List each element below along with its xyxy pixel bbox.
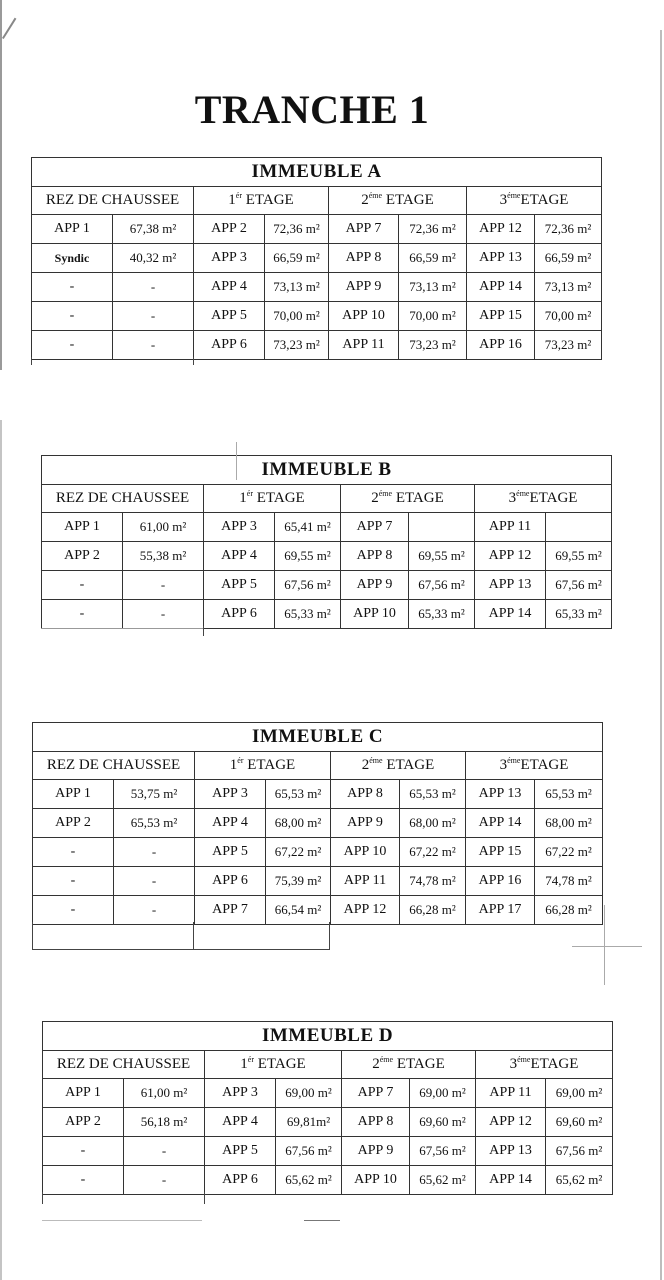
- apartment-cell: APP 4: [194, 273, 265, 302]
- apartment-cell: APP 11: [475, 513, 546, 542]
- table-stub: [31, 357, 32, 365]
- apartment-cell: APP 1: [42, 513, 123, 542]
- area-cell: -: [113, 331, 194, 360]
- table-stub: [32, 922, 33, 950]
- floor-3-header: $3^{éme}ETAGE$: [467, 187, 602, 215]
- area-cell: 69,55 m²: [546, 542, 612, 571]
- area-cell: -: [124, 1166, 205, 1195]
- area-cell: 68,00 m²: [535, 809, 603, 838]
- table-row: [33, 867, 603, 896]
- area-cell: 73,23 m²: [399, 331, 467, 360]
- table-stub: [304, 1220, 340, 1221]
- area-cell: 69,55 m²: [409, 542, 475, 571]
- apartment-cell: APP 3: [194, 244, 265, 273]
- apartment-cell: APP 3: [204, 513, 275, 542]
- page-edge-left-lower: [0, 420, 2, 1280]
- area-cell: 69,00 m²: [410, 1079, 476, 1108]
- apartment-cell: APP 2: [42, 542, 123, 571]
- building-name: IMMEUBLE C: [33, 723, 603, 752]
- page-edge-left: [0, 0, 2, 370]
- building-name: IMMEUBLE A: [32, 158, 602, 187]
- apartment-cell: APP 15: [466, 838, 535, 867]
- area-cell: 65,62 m²: [276, 1166, 342, 1195]
- apartment-cell: APP 15: [467, 302, 535, 331]
- floor-header-row: [33, 752, 603, 780]
- area-cell: 72,36 m²: [535, 215, 602, 244]
- area-cell: 69,00 m²: [276, 1079, 342, 1108]
- apartment-cell: -: [33, 896, 114, 925]
- apartment-cell: APP 6: [205, 1166, 276, 1195]
- area-cell: 70,00 m²: [265, 302, 329, 331]
- area-cell: 65,33 m²: [546, 600, 612, 629]
- apartment-cell: APP 9: [342, 1137, 410, 1166]
- floor-1-header: $1^{ér}$ ETAGE: [204, 485, 341, 513]
- table-stub: [42, 1220, 202, 1221]
- floor-2-header: $2^{éme}$ ETAGE: [342, 1051, 476, 1079]
- area-cell: [546, 513, 612, 542]
- area-cell: [409, 513, 475, 542]
- apartment-cell: APP 1: [43, 1079, 124, 1108]
- area-cell: 68,00 m²: [266, 809, 331, 838]
- table-stub: [193, 922, 194, 950]
- floor-3-header: $3^{éme}ETAGE$: [475, 485, 612, 513]
- ground-floor-header: REZ DE CHAUSSEE: [33, 752, 195, 780]
- area-cell: 66,59 m²: [399, 244, 467, 273]
- table-row: [32, 302, 602, 331]
- area-cell: 67,22 m²: [266, 838, 331, 867]
- apartment-cell: -: [32, 331, 113, 360]
- apartment-cell: APP 5: [194, 302, 265, 331]
- area-cell: 65,62 m²: [546, 1166, 613, 1195]
- area-cell: -: [124, 1137, 205, 1166]
- apartment-cell: APP 5: [205, 1137, 276, 1166]
- area-cell: 65,53 m²: [535, 780, 603, 809]
- floor-1-header: $1^{ér}$ ETAGE: [195, 752, 331, 780]
- area-cell: 61,00 m²: [124, 1079, 205, 1108]
- apartment-cell: APP 14: [475, 600, 546, 629]
- table-row: [43, 1137, 613, 1166]
- apartment-cell: APP 9: [329, 273, 399, 302]
- table-row: [43, 1166, 613, 1195]
- area-cell: 67,56 m²: [276, 1137, 342, 1166]
- area-cell: 55,38 m²: [123, 542, 204, 571]
- floor-header-row: [42, 485, 612, 513]
- area-cell: 70,00 m²: [535, 302, 602, 331]
- apartment-cell: APP 10: [342, 1166, 410, 1195]
- apartment-cell: APP 6: [194, 331, 265, 360]
- area-cell: 67,56 m²: [275, 571, 341, 600]
- apartment-cell: -: [43, 1166, 124, 1195]
- area-cell: 72,36 m²: [265, 215, 329, 244]
- area-cell: 73,13 m²: [265, 273, 329, 302]
- scan-mark: [236, 442, 237, 480]
- table-row: [32, 331, 602, 360]
- apartment-cell: APP 7: [341, 513, 409, 542]
- area-cell: -: [123, 571, 204, 600]
- floor-3-header: $3^{éme}ETAGE$: [466, 752, 603, 780]
- apartment-cell: APP 4: [205, 1108, 276, 1137]
- apartment-cell: APP 5: [195, 838, 266, 867]
- table-stub: [203, 626, 204, 636]
- area-cell: 65,53 m²: [400, 780, 466, 809]
- floor-1-header: $1^{ér}$ ETAGE: [194, 187, 329, 215]
- area-cell: 68,00 m²: [400, 809, 466, 838]
- apartment-cell: APP 13: [466, 780, 535, 809]
- table-row: [33, 896, 603, 925]
- apartment-cell: APP 11: [329, 331, 399, 360]
- ground-floor-header: REZ DE CHAUSSEE: [42, 485, 204, 513]
- area-cell: -: [114, 896, 195, 925]
- apartment-cell: -: [42, 600, 123, 629]
- area-cell: 65,33 m²: [275, 600, 341, 629]
- area-cell: 69,81m²: [276, 1108, 342, 1137]
- area-cell: -: [114, 838, 195, 867]
- apartment-cell: APP 16: [466, 867, 535, 896]
- apartment-cell: APP 4: [195, 809, 266, 838]
- apartment-cell: APP 5: [204, 571, 275, 600]
- apartment-cell: APP 9: [341, 571, 409, 600]
- apartment-cell: APP 8: [329, 244, 399, 273]
- apartment-cell: Syndic: [32, 244, 113, 273]
- area-cell: 75,39 m²: [266, 867, 331, 896]
- apartment-cell: APP 17: [466, 896, 535, 925]
- apartment-cell: -: [32, 302, 113, 331]
- apartment-cell: -: [42, 571, 123, 600]
- building-d-table: [42, 1021, 612, 1195]
- area-cell: 66,59 m²: [535, 244, 602, 273]
- area-cell: 65,41 m²: [275, 513, 341, 542]
- area-cell: 67,56 m²: [546, 1137, 613, 1166]
- area-cell: 74,78 m²: [535, 867, 603, 896]
- table-row: [42, 571, 612, 600]
- apartment-cell: APP 6: [195, 867, 266, 896]
- area-cell: 67,22 m²: [400, 838, 466, 867]
- apartment-cell: APP 7: [329, 215, 399, 244]
- apartment-cell: -: [33, 838, 114, 867]
- table-row: [33, 809, 603, 838]
- apartment-cell: APP 8: [342, 1108, 410, 1137]
- area-cell: 61,00 m²: [123, 513, 204, 542]
- area-cell: 69,60 m²: [546, 1108, 613, 1137]
- apartment-cell: APP 12: [475, 542, 546, 571]
- apartment-cell: APP 10: [331, 838, 400, 867]
- area-cell: 74,78 m²: [400, 867, 466, 896]
- area-cell: 73,23 m²: [265, 331, 329, 360]
- area-cell: 67,56 m²: [409, 571, 475, 600]
- page-title: TRANCHE 1: [194, 87, 430, 132]
- table-row: [33, 838, 603, 867]
- area-cell: 69,55 m²: [275, 542, 341, 571]
- apartment-cell: APP 2: [43, 1108, 124, 1137]
- area-cell: 70,00 m²: [399, 302, 467, 331]
- page-corner-mark: [2, 18, 16, 39]
- apartment-cell: APP 1: [33, 780, 114, 809]
- table-row: [43, 1079, 613, 1108]
- area-cell: 66,28 m²: [535, 896, 603, 925]
- area-cell: 65,53 m²: [266, 780, 331, 809]
- area-cell: -: [113, 273, 194, 302]
- apartment-cell: APP 12: [476, 1108, 546, 1137]
- building-b-table: [41, 455, 611, 629]
- area-cell: 67,22 m²: [535, 838, 603, 867]
- apartment-cell: APP 4: [204, 542, 275, 571]
- apartment-cell: APP 7: [342, 1079, 410, 1108]
- table-row: [33, 780, 603, 809]
- area-cell: 66,28 m²: [400, 896, 466, 925]
- area-cell: 65,33 m²: [409, 600, 475, 629]
- area-cell: 73,13 m²: [535, 273, 602, 302]
- floor-header-row: [43, 1051, 613, 1079]
- table-stub: [204, 1192, 205, 1204]
- floor-2-header: $2^{éme}$ ETAGE: [331, 752, 466, 780]
- table-stub: [32, 949, 330, 950]
- apartment-cell: APP 14: [476, 1166, 546, 1195]
- area-cell: 67,56 m²: [410, 1137, 476, 1166]
- apartment-cell: APP 9: [331, 809, 400, 838]
- area-cell: 40,32 m²: [113, 244, 194, 273]
- apartment-cell: APP 10: [329, 302, 399, 331]
- building-c-table: [32, 722, 602, 925]
- floor-2-header: $2^{éme}$ ETAGE: [329, 187, 467, 215]
- apartment-cell: APP 8: [341, 542, 409, 571]
- apartment-cell: APP 6: [204, 600, 275, 629]
- building-name: IMMEUBLE B: [42, 456, 612, 485]
- apartment-cell: APP 10: [341, 600, 409, 629]
- table-stub: [193, 357, 194, 365]
- apartment-cell: APP 12: [467, 215, 535, 244]
- apartment-cell: APP 2: [33, 809, 114, 838]
- floor-header-row: [32, 187, 602, 215]
- table-stub: [41, 628, 203, 629]
- area-cell: -: [113, 302, 194, 331]
- apartment-cell: APP 3: [195, 780, 266, 809]
- table-row: [32, 273, 602, 302]
- table-stub: [42, 1192, 43, 1204]
- area-cell: 65,53 m²: [114, 809, 195, 838]
- apartment-cell: APP 8: [331, 780, 400, 809]
- area-cell: 56,18 m²: [124, 1108, 205, 1137]
- ground-floor-header: REZ DE CHAUSSEE: [32, 187, 194, 215]
- apartment-cell: APP 12: [331, 896, 400, 925]
- ground-floor-header: REZ DE CHAUSSEE: [43, 1051, 205, 1079]
- floor-3-header: $3^{éme}ETAGE$: [476, 1051, 613, 1079]
- floor-1-header: $1^{ér}$ ETAGE: [205, 1051, 342, 1079]
- table-row: [42, 600, 612, 629]
- table-row: [43, 1108, 613, 1137]
- area-cell: 53,75 m²: [114, 780, 195, 809]
- apartment-cell: APP 2: [194, 215, 265, 244]
- table-stub: [329, 922, 330, 950]
- apartment-cell: APP 13: [467, 244, 535, 273]
- floor-2-header: $2^{éme}$ ETAGE: [341, 485, 475, 513]
- apartment-cell: -: [33, 867, 114, 896]
- area-cell: 66,59 m²: [265, 244, 329, 273]
- area-cell: 67,38 m²: [113, 215, 194, 244]
- apartment-cell: APP 13: [476, 1137, 546, 1166]
- area-cell: 66,54 m²: [266, 896, 331, 925]
- page-edge-right: [660, 30, 662, 1280]
- table-row: [32, 215, 602, 244]
- apartment-cell: APP 14: [467, 273, 535, 302]
- apartment-cell: APP 11: [476, 1079, 546, 1108]
- area-cell: 65,62 m²: [410, 1166, 476, 1195]
- scan-mark: [604, 905, 605, 985]
- apartment-cell: APP 11: [331, 867, 400, 896]
- area-cell: -: [114, 867, 195, 896]
- area-cell: 67,56 m²: [546, 571, 612, 600]
- area-cell: 72,36 m²: [399, 215, 467, 244]
- table-row: [32, 244, 602, 273]
- apartment-cell: APP 7: [195, 896, 266, 925]
- area-cell: 73,23 m²: [535, 331, 602, 360]
- scan-mark: [572, 946, 642, 947]
- apartment-cell: APP 14: [466, 809, 535, 838]
- building-a-table: [31, 157, 601, 360]
- area-cell: 69,00 m²: [546, 1079, 613, 1108]
- apartment-cell: APP 16: [467, 331, 535, 360]
- area-cell: 69,60 m²: [410, 1108, 476, 1137]
- apartment-cell: APP 3: [205, 1079, 276, 1108]
- apartment-cell: APP 13: [475, 571, 546, 600]
- apartment-cell: -: [32, 273, 113, 302]
- apartment-cell: APP 1: [32, 215, 113, 244]
- area-cell: -: [123, 600, 204, 629]
- building-name: IMMEUBLE D: [43, 1022, 613, 1051]
- apartment-cell: -: [43, 1137, 124, 1166]
- table-row: [42, 542, 612, 571]
- area-cell: 73,13 m²: [399, 273, 467, 302]
- table-row: [42, 513, 612, 542]
